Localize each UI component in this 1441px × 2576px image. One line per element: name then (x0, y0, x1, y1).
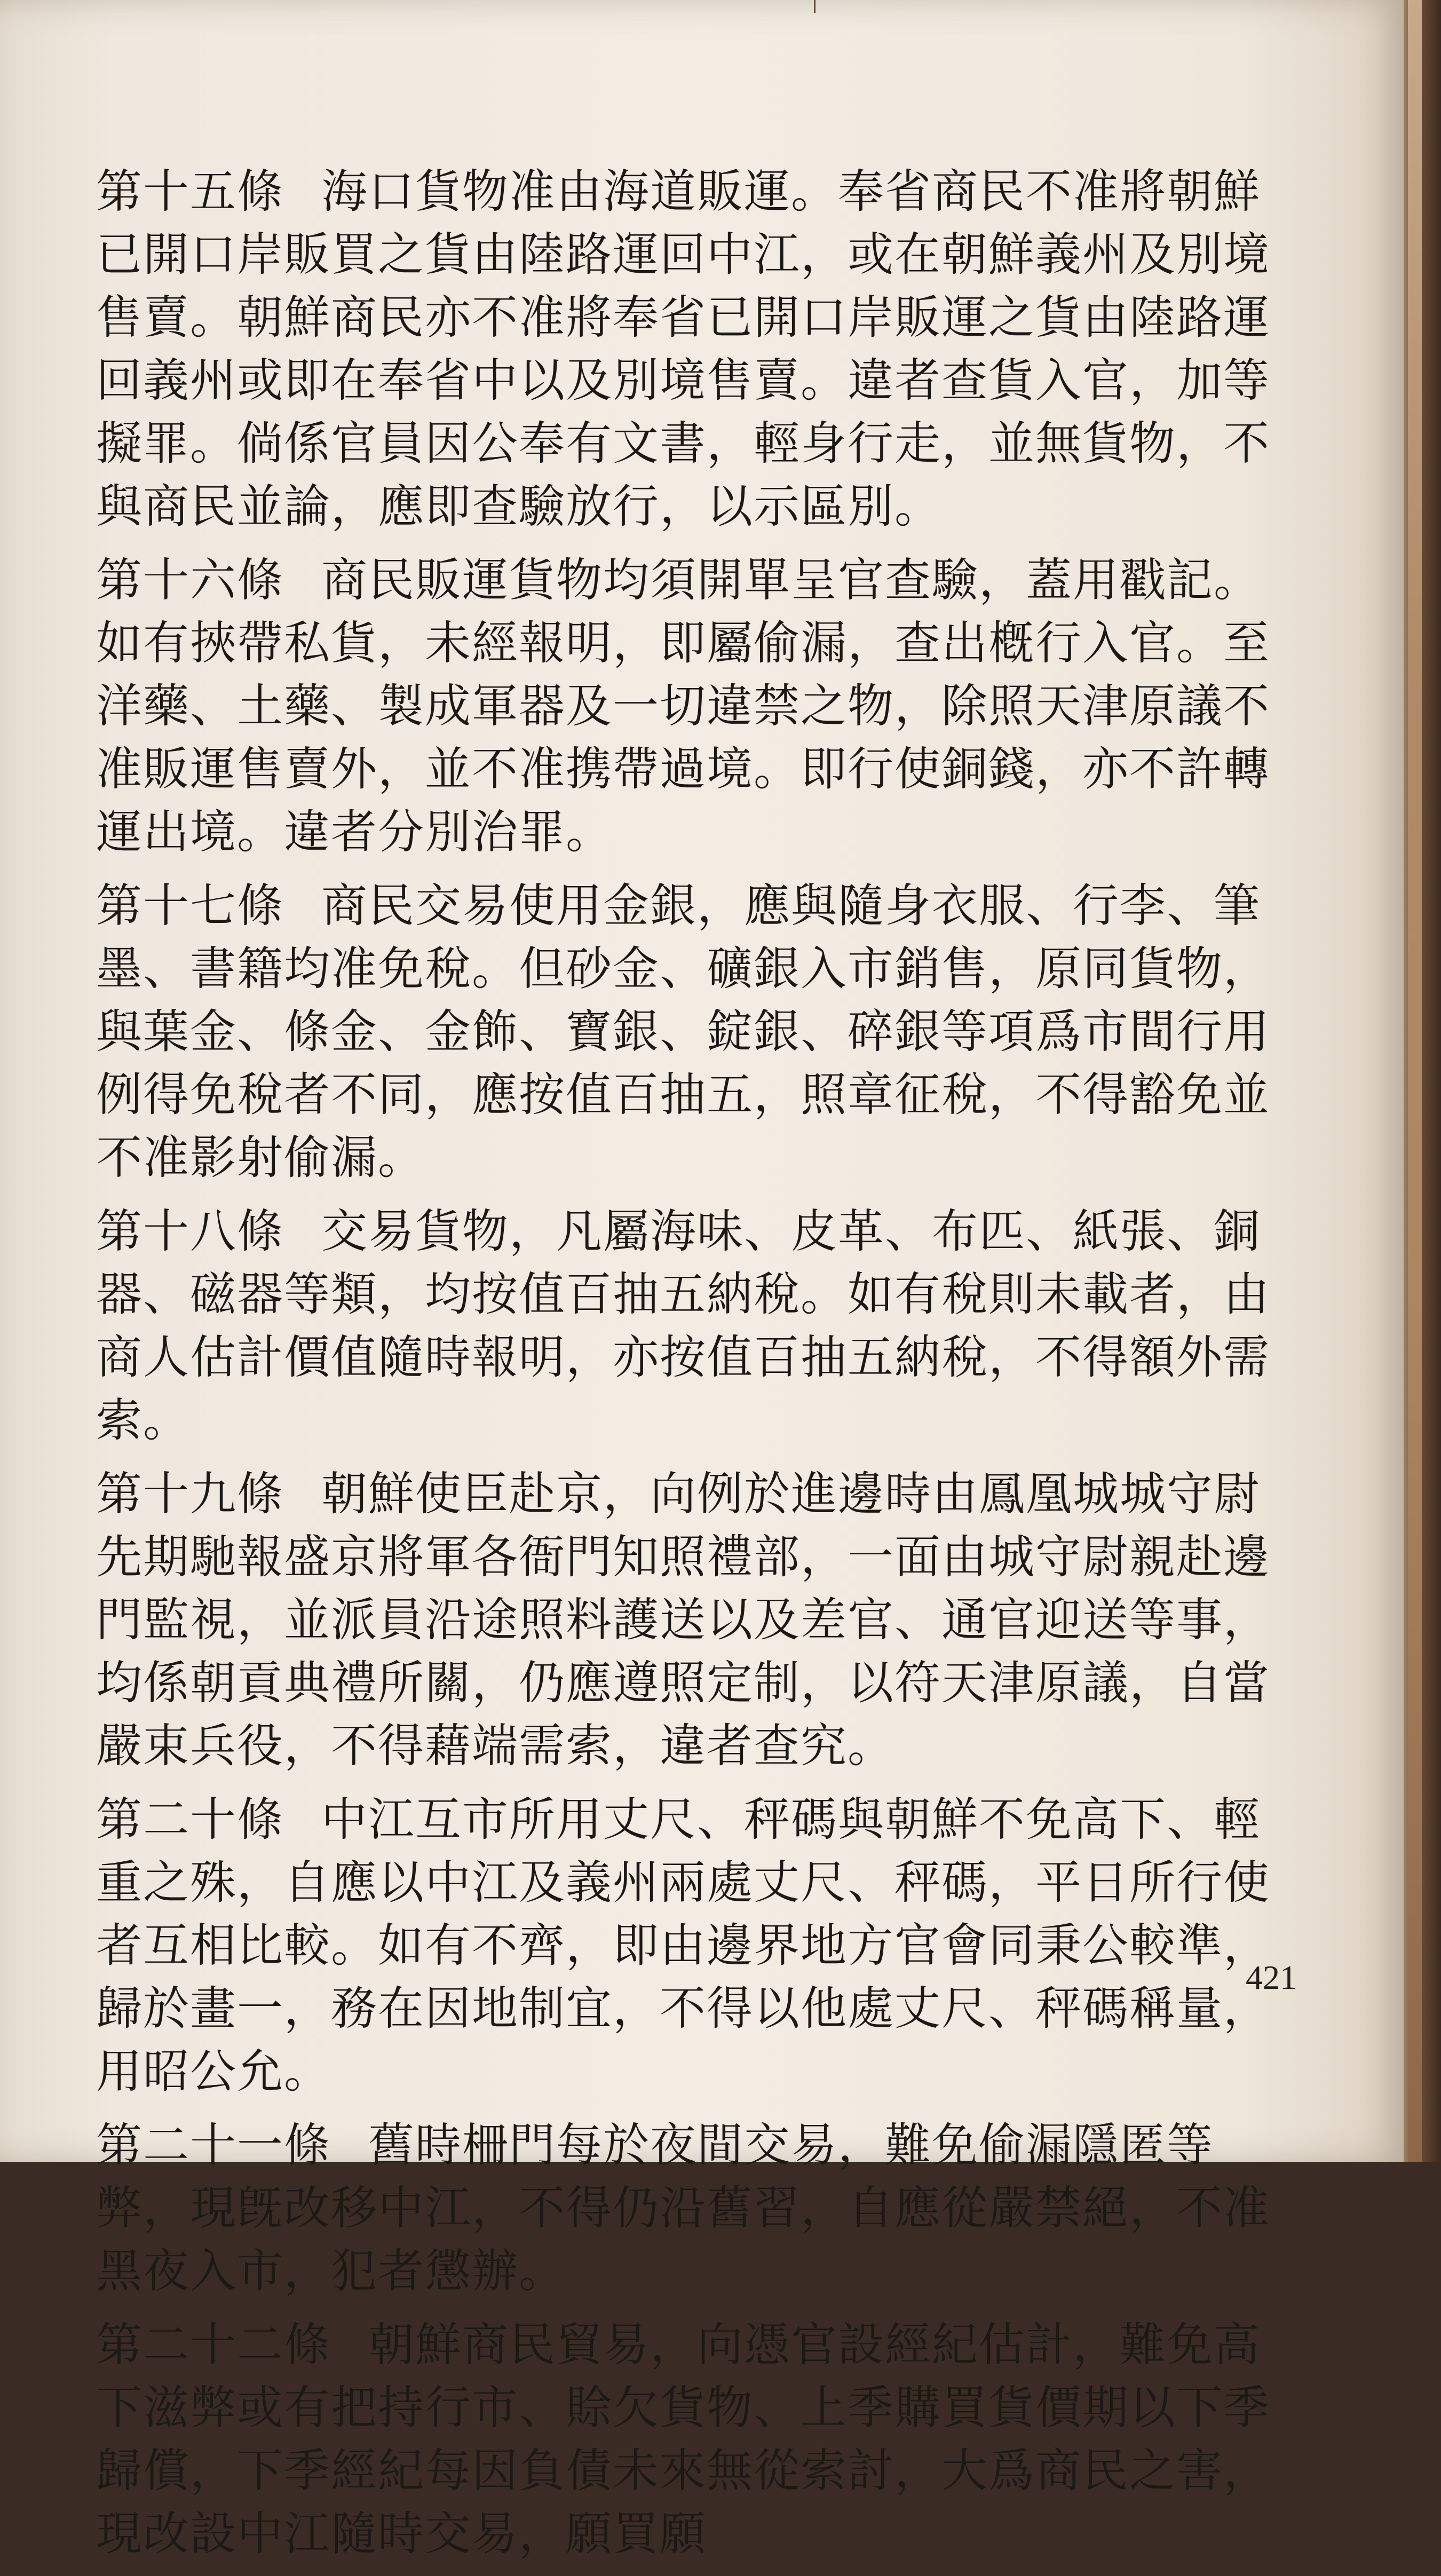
article-heading: 第十九條 (96, 1467, 284, 1521)
article-body: 朝鮮使臣赴京，向例於進邊時由鳳凰城城守尉先期馳報盛京將軍各衙門知照禮部，一面由城守尉親赴邊門監視，並派員沿途照料護送以及差官、通官迎送等事，均係朝貢典禮所關，仍應遵照定制，以符天津原議，自當嚴束兵役，不得藉端需索，違者查究。 (96, 1467, 1270, 1773)
article-body: 中江互市所用丈尺、秤碼與朝鮮不免高下、輕重之殊，自應以中江及義州兩處丈尺、秤碼，平日所行使者互相比較。如有不齊，即由邊界地方官會同秉公較準，歸於畫一，務在因地制宜，不得以他處丈尺、秤碼稱量，用昭公允。 (96, 1793, 1270, 2098)
article-19 (96, 1463, 1302, 1777)
book-cover-edge (1404, 0, 1441, 2162)
article-heading: 第十六條 (96, 554, 284, 607)
cover-edge-strip (1408, 0, 1422, 2162)
article-heading: 第二十一條 (96, 2119, 331, 2172)
article-heading: 第二十二條 (96, 2318, 331, 2372)
article-heading: 第十八條 (96, 1205, 284, 1258)
article-22 (96, 2313, 1302, 2565)
article-16 (96, 549, 1302, 864)
article-body: 商民販運貨物均須開單呈官查驗，蓋用戳記。如有挾帶私貨，未經報明，即屬偷漏，查出槪行入官。至洋藥、土藥、製成軍器及一切違禁之物，除照天津原議不准販運售賣外，並不准携帶過境。即行使銅錢，亦不許轉運出境。違者分別治罪。 (96, 554, 1270, 859)
article-15 (96, 160, 1302, 538)
page-body-text (96, 160, 1302, 2576)
article-body: 朝鮮商民貿易，向憑官設經紀估計，難免高下滋弊或有把持行市、賒欠貨物、上季購買貨價期以下季歸償，下季經紀每因負債未來無從索討，大爲商民之害，現改設中江隨時交易，願買願 (96, 2318, 1270, 2561)
article-body: 海口貨物准由海道販運。奉省商民不准將朝鮮已開口岸販買之貨由陸路運回中江，或在朝鮮義州及別境售賣。朝鮮商民亦不准將奉省已開口岸販運之貨由陸路運回義州或即在奉省中以及別境售賣。違者查貨入官，加等擬罪。倘係官員因公奉有文書，輕身行走，並無貨物，不與商民並論，應即查驗放行，以示區別。 (96, 165, 1270, 533)
article-21 (96, 2114, 1302, 2303)
article-heading: 第二十條 (96, 1793, 284, 1846)
article-20 (96, 1788, 1302, 2103)
article-body: 交易貨物，凡屬海味、皮革、布匹、紙張、銅器、磁器等類，均按值百抽五納稅。如有稅則未載者，由商人估計價值隨時報明，亦按值百抽五納稅，不得額外需索。 (96, 1205, 1270, 1447)
top-edge-mark (814, 0, 815, 13)
article-heading: 第十七條 (96, 879, 284, 933)
article-body: 舊時柵門每於夜間交易，難免偷漏隱匿等弊，現旣改移中江，不得仍沿舊習，自應從嚴禁絕，不准黑夜入市，犯者懲辦。 (96, 2119, 1270, 2298)
article-18 (96, 1200, 1302, 1452)
page-number: 421 (1246, 1958, 1297, 1996)
article-17 (96, 874, 1302, 1189)
article-body: 商民交易使用金銀，應與隨身衣服、行李、筆墨、書籍均准免稅。但砂金、礦銀入市銷售，原同貨物，與葉金、條金、金飾、寶銀、錠銀、碎銀等項爲市間行用例得免稅者不同，應按值百抽五，照章征稅，不得豁免並不准影射偷漏。 (96, 879, 1270, 1184)
article-heading: 第十五條 (96, 165, 284, 218)
